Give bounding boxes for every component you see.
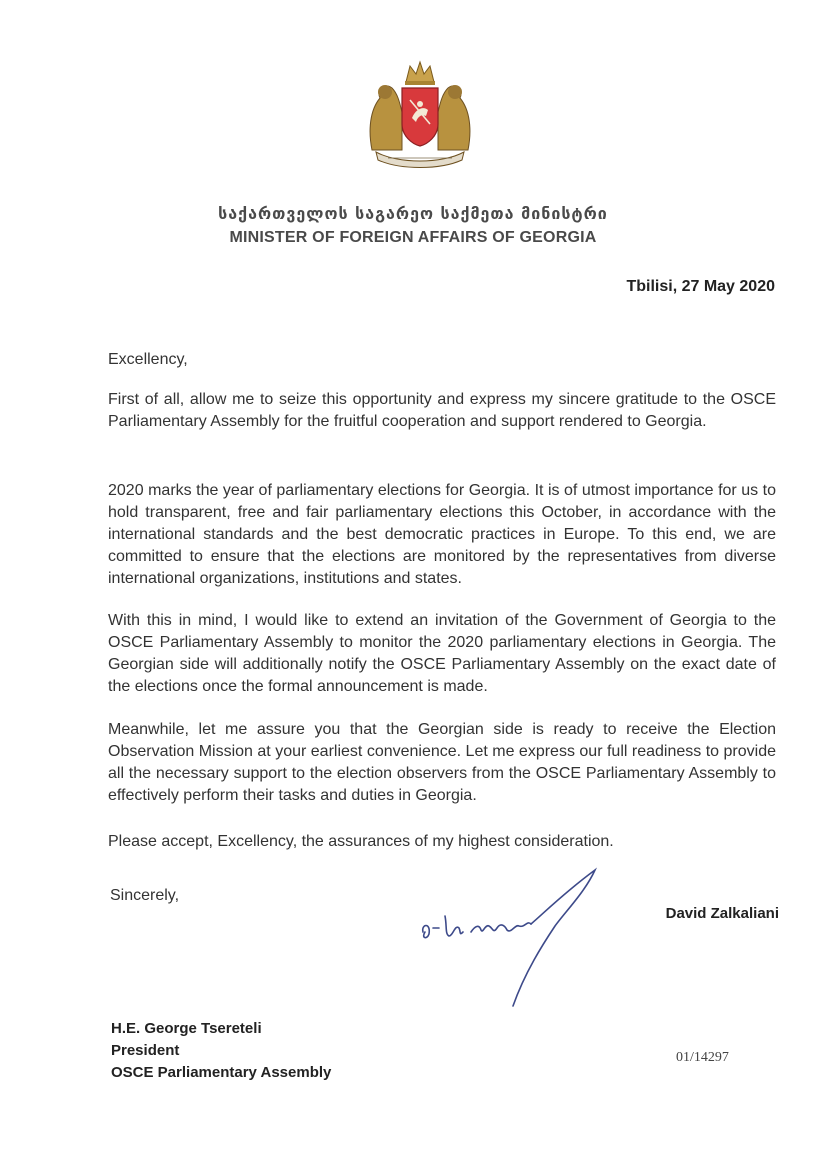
handwritten-signature (415, 862, 615, 1012)
salutation: Excellency, (108, 351, 188, 368)
recipient-name: H.E. George Tsereteli (111, 1020, 262, 1037)
reference-number: 01/14297 (676, 1050, 729, 1065)
letterhead-english-title: MINISTER OF FOREIGN AFFAIRS OF GEORGIA (229, 229, 597, 246)
paragraph-elections: 2020 marks the year of parliamentary elections for Georgia. It is of utmost importance for us to hold transparent, free and fair parliamentary elections this October, in accordance with the international standards and the best democratic practices in Europe. To this end, we are committed to ensure that the elections are monitored by the representatives from diverse international organizations, institutions and states. (108, 482, 776, 587)
recipient-block (111, 1018, 331, 1084)
paragraph-assurance: Meanwhile, let me assure you that the Georgian side is ready to receive the Election Observation Mission at your earliest convenience. Let me express our full readiness to provide all the necessary support to the election observers from the OSCE Parliamentary Assembly to effectively perform their tasks and duties in Georgia. (108, 721, 776, 804)
coat-of-arms-emblem (358, 60, 482, 170)
paragraph-gratitude: First of all, allow me to seize this opportunity and express my sincere gratitude to the OSCE Parliamentary Assembly for the fruitful cooperation and support rendered to Georgia. (108, 391, 776, 430)
recipient-title: President (111, 1042, 180, 1059)
paragraph-consideration: Please accept, Excellency, the assurances of my highest consideration. (108, 833, 614, 850)
closing-sincerely: Sincerely, (110, 887, 180, 904)
recipient-organization: OSCE Parliamentary Assembly (111, 1064, 332, 1081)
dateline: Tbilisi, 27 May 2020 (626, 278, 775, 295)
signer-name: David Zalkaliani (665, 905, 779, 922)
letterhead-georgian-title: საქართველოს საგარეო საქმეთა მინისტრი (218, 204, 608, 223)
paragraph-invitation: With this in mind, I would like to extend an invitation of the Government of Georgia to the OSCE Parliamentary Assembly to monitor the 2020 parliamentary elections in Georgia. The Georgian side will additionally notify the OSCE Parliamentary Assembly on the exact date of the elections once the formal announcement is made. (108, 612, 776, 695)
